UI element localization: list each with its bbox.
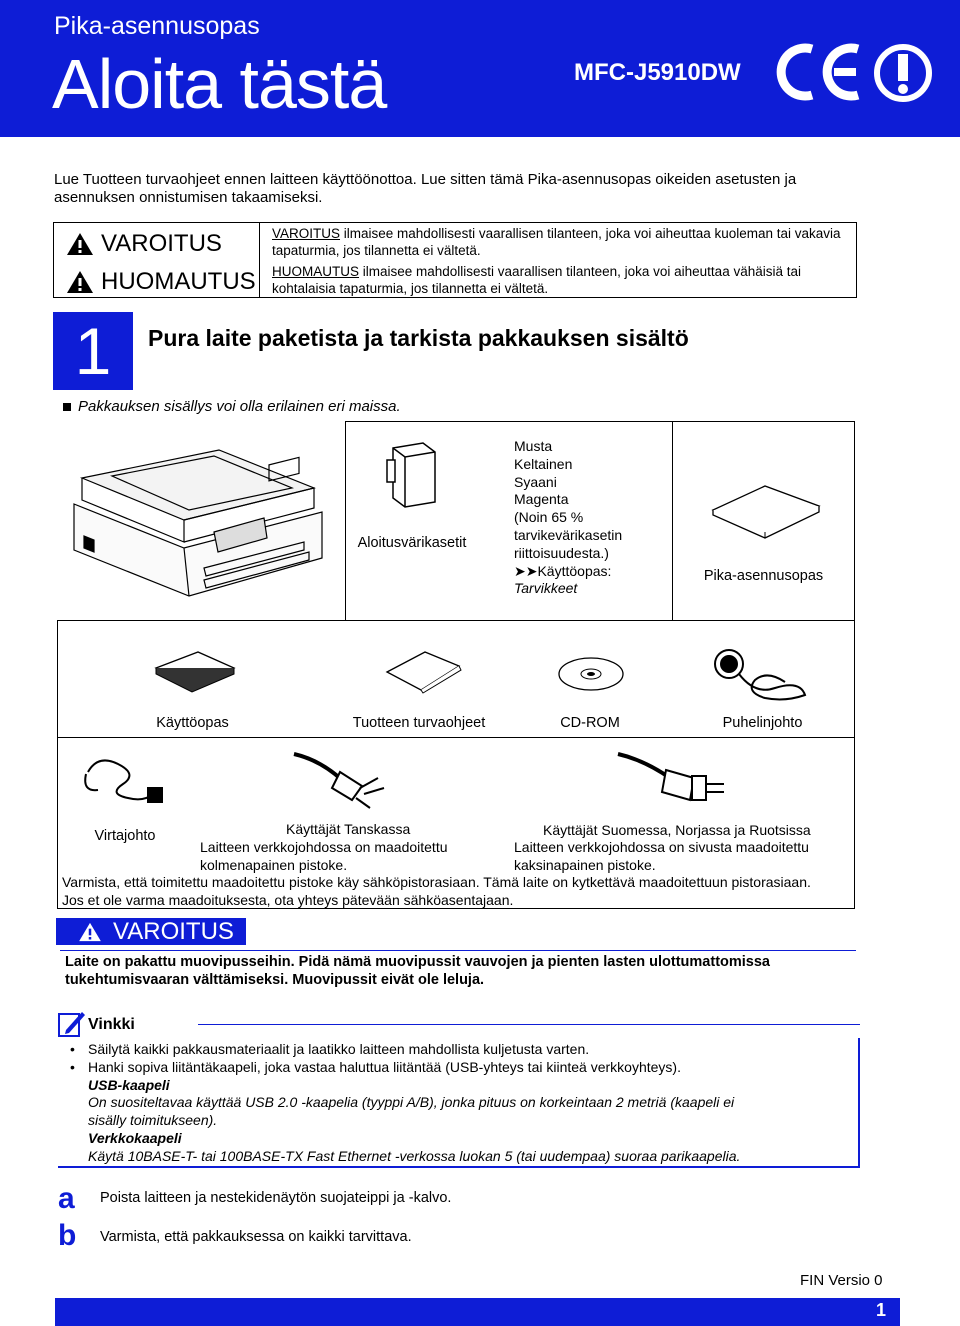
note-pencil-icon — [56, 1008, 86, 1038]
warning-label: VAROITUS — [101, 230, 222, 257]
ink-note-line: (Noin 65 % — [514, 509, 584, 526]
user-guide-label: Käyttöopas — [156, 715, 229, 731]
description-line: Laitteen verkkojohdossa on maadoitettu — [200, 839, 448, 855]
page-number: 1 — [876, 1300, 887, 1320]
note-title: Vinkki — [88, 1016, 135, 1033]
bullet-text: Hanki sopiva liitäntäkaapeli, joka vastaa haluttua liitäntää (USB-yhteys tai kiinteä verkkoyhteys). — [88, 1058, 681, 1075]
table-border — [345, 421, 346, 620]
footer-bar — [55, 1298, 900, 1326]
denmark-users-title: Käyttäjät Tanskassa — [286, 821, 411, 837]
network-text: Käytä 10BASE-T- tai 100BASE-TX Fast Ethernet -verkossa luokan 5 (tai uudempaa) suoraa parikaapelia. — [88, 1147, 741, 1164]
caution-label: HUOMAUTUS — [101, 268, 256, 295]
warning-description — [272, 225, 848, 259]
grounding-line: Varmista, että toimitettu maadoitettu pistoke käy sähköpistorasiaan. Tämä laite on kytkettävä maadoitettuun pistorasiaan. — [62, 874, 811, 890]
ink-color-cyan: Syaani — [514, 473, 557, 490]
cdrom-illustration — [556, 654, 626, 694]
ink-details — [514, 438, 664, 598]
warning-triangle-icon — [66, 232, 94, 256]
note-bullet — [70, 1059, 850, 1077]
grounding-line: Jos et ole varma maadoituksesta, ota yhteys pätevään sähköasentajaan. — [62, 891, 514, 908]
ink-color-magenta: Magenta — [514, 491, 569, 508]
table-border — [57, 620, 58, 909]
ink-cartridge-illustration — [383, 440, 443, 510]
intro-text: Lue Tuotteen turvaohjeet ennen laitteen käyttöönottoa. Lue sitten tämä Pika-asennusopas oikeiden asetusten ja asennuksen onnistumisen takaamiseksi. — [54, 171, 797, 206]
quick-guide-illustration — [705, 482, 825, 542]
grounding-note — [62, 874, 852, 909]
nordic-plug-illustration — [614, 748, 744, 813]
ink-note-line: tarvikevärikasetin — [514, 526, 623, 543]
denmark-plug-description — [200, 839, 448, 874]
substep-letter: a — [58, 1182, 75, 1215]
table-border — [57, 737, 855, 738]
safety-guide-illustration — [383, 650, 463, 695]
nordic-users-title: Käyttäjät Suomessa, Norjassa ja Ruotsissa — [543, 822, 811, 838]
table-border — [345, 421, 855, 422]
note-rule — [198, 1024, 860, 1025]
model-number: MFC-J5910DW — [574, 59, 741, 86]
phone-cord-illustration — [705, 640, 815, 705]
alert-mark-icon — [872, 42, 934, 104]
warning-line: Laite on pakattu muovipusseihin. Pidä nämä muovipussit vauvojen ja pienten lasten ulottumattomissa — [65, 954, 770, 970]
danish-plug-illustration — [290, 748, 400, 813]
caution-term: HUOMAUTUS — [272, 264, 359, 279]
quick-guide-label: Pika-asennusopas — [703, 568, 824, 584]
note-content — [70, 1041, 850, 1166]
usb-text: sisälly toimitukseen). — [88, 1112, 218, 1129]
substep-text: Poista laitteen ja nestekidenäytön suojateippi ja -kalvo. — [100, 1190, 452, 1206]
caution-triangle-icon — [66, 270, 94, 294]
usb-title: USB-kaapeli — [88, 1076, 170, 1093]
caution-description — [272, 263, 848, 297]
note-bullet — [70, 1041, 850, 1059]
table-border — [57, 620, 855, 621]
ink-reference — [514, 563, 664, 581]
printer-illustration — [64, 438, 334, 598]
ink-color-black: Musta — [514, 438, 553, 454]
step-title: Pura laite paketista ja tarkista pakkauksen sisältö — [148, 325, 689, 351]
contents-note: Pakkauksen sisällys voi olla erilainen eri maissa. — [78, 398, 401, 415]
bullet-dot-icon: • — [70, 1058, 75, 1075]
power-cord-label: Virtajohto — [94, 828, 156, 844]
substep-letter: b — [58, 1219, 77, 1252]
caution-text: ilmaisee mahdollisesti vaarallisen tilanteen, joka voi aiheuttaa vähäisiä tai kohtalaisia tapaturmia, jos tilannetta ei vältetä. — [272, 264, 801, 296]
warning-triangle-icon — [78, 922, 102, 942]
phone-cord-label: Puhelinjohto — [722, 715, 803, 731]
cdrom-label: CD-ROM — [560, 715, 620, 731]
user-guide-illustration — [150, 650, 240, 695]
reference-text: Käyttöopas: — [537, 562, 612, 579]
table-divider — [259, 222, 260, 298]
description-line: Laitteen verkkojohdossa on sivusta maadoitettu — [514, 839, 809, 855]
double-arrow-icon: ➤➤ — [514, 562, 538, 579]
table-border — [854, 421, 855, 909]
description-line: kolmenapainen pistoke. — [200, 856, 348, 873]
page-title: Aloita tästä — [52, 45, 387, 123]
substep-text: Varmista, että pakkauksessa on kaikki tarvittava. — [100, 1229, 412, 1245]
usb-text: On suositeltavaa käyttää USB 2.0 -kaapelia (tyyppi A/B), jonka pituus on korkeintaan 2 metriä (kaapeli ei — [88, 1094, 735, 1111]
power-cord-illustration — [78, 752, 168, 812]
nordic-plug-description — [514, 839, 809, 874]
reference-chapter: Tarvikkeet — [514, 580, 578, 597]
step-number-badge: 1 — [53, 312, 133, 390]
network-title: Verkkokaapeli — [88, 1129, 182, 1146]
warning-box-text — [65, 954, 865, 989]
bullet-dot-icon: • — [70, 1041, 75, 1057]
warning-banner-label: VAROITUS — [113, 918, 234, 945]
warning-text: ilmaisee mahdollisesti vaarallisen tilanteen, joka voi aiheuttaa kuoleman tai vakavia tapaturmia, jos tilannetta ei vältetä. — [272, 226, 841, 258]
warning-line: tukehtumisvaaran välttämiseksi. Muovipussit eivät ole leluja. — [65, 971, 485, 988]
ink-color-yellow: Keltainen — [514, 455, 573, 472]
safety-guide-label: Tuotteen turvaohjeet — [352, 715, 486, 731]
version-label: FIN Versio 0 — [800, 1272, 883, 1289]
table-border — [672, 421, 673, 620]
description-line: kaksinapainen pistoke. — [514, 856, 656, 873]
square-bullet-icon — [63, 403, 71, 411]
ink-note-line: riittoisuudesta.) — [514, 544, 609, 561]
warning-term: VAROITUS — [272, 226, 341, 241]
ink-cartridges-label: Aloitusvärikasetit — [357, 535, 467, 551]
guide-subtitle: Pika-asennusopas — [54, 12, 260, 40]
bullet-text: Säilytä kaikki pakkausmateriaalit ja laatikko laitteen mahdollista kuljetusta varten. — [88, 1041, 590, 1057]
ce-mark-icon — [770, 41, 865, 103]
